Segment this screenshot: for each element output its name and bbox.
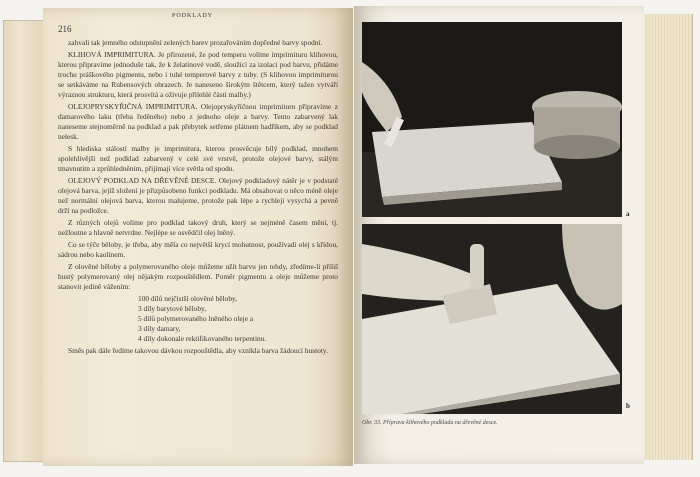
photo-a-illustration	[362, 22, 622, 217]
paragraph: S hlediska stálosti malby je imprimitura, kterou prosvěcuje bílý podklad, mnohem spolehlivější než podklad zabarvený v celé své vrstvě, protože olejové barvy, stálým tmavnutím a zprůhledněním, přijímají více světla od spodu.	[58, 144, 338, 173]
recipe-item: 3 díly damary,	[138, 324, 181, 333]
page-edges	[644, 14, 693, 460]
running-head: PODKLADY	[172, 13, 213, 19]
book-cover-edge	[3, 20, 45, 462]
paragraph: KLIHOVÁ IMPRIMITURA. Je přirozené, že pod temperu volíme imprimituru klihovou, kterou připravíme jednoduše tak, že k želatinové vodě, sloužící za izolaci pod barvu, přidáme trochu práškového pigmentu, nebo i tuhé temperové barvy z tuby. (S klihovou imprimiturou se setkáváme na Rubensových obrazech. Je naneseno širokým štětcem, který tažen vytváří výraznou strukturu, která prosvítá a oživuje přilehlé části malby.)	[58, 50, 338, 99]
page-number: 216	[58, 24, 72, 34]
paragraph: OLEJOVÝ PODKLAD NA DŘEVĚNÉ DESCE. Olejový podkladový nátěr je v podstatě olejová barva, jejíž složení je přizpůsobeno funkci podkladu. Má obsahovat o něco méně oleje než normální olejová barva, kterou malujeme, protože pak lépe a rychleji vysychá a pevně drží na podložce.	[58, 176, 338, 215]
recipe-item: 100 dílů nejčistší olověné běloby,	[138, 294, 238, 303]
recipe-item: 5 dílů polymerovaného lněného oleje a	[138, 314, 254, 323]
photo-a-label: a	[626, 210, 630, 218]
paragraph: Z různých olejů volíme pro podklad takový druh, který se nejméně časem mění, tj. nežloutne a hlavně netvrdne. Nejlépe se osvědčil olej lněný.	[58, 218, 338, 237]
recipe-item: 4 díly dokonale rektifikovaného terpentinu.	[138, 334, 267, 343]
recipe-list	[138, 294, 338, 344]
photo-brush-applying-size	[362, 22, 622, 217]
photo-b-label: b	[626, 402, 630, 410]
recipe-item: 3 díly barytové běloby,	[138, 304, 207, 313]
body-text	[58, 38, 338, 358]
figure-caption: Obr. 33. Příprava klihového podkladu na dřevěné desce.	[362, 420, 498, 426]
photo-b-illustration	[362, 224, 622, 414]
photo-spatula-spreading	[362, 224, 622, 414]
paragraph: Z olověné běloby a polymerovaného oleje můžeme užít barvu jen tehdy, zředíme-li příliš hustý polymerovaný olej nějakým rozpouštědlem. Poměr pigmentu a oleje můžeme proto stanovit jedině vážením:	[58, 262, 338, 291]
paragraph: Směs pak dále ředíme takovou dávkou rozpouštědla, aby vznikla barva žádoucí hustoty.	[68, 346, 328, 355]
paragraph: Co se týče běloby, je třeba, aby měla co největší krycí mohutnost, používadí olej s křídou, sádrou nebo kaolínem.	[58, 240, 338, 259]
paragraph: zahvali tak jemného odstupnění zelených barev prozařováním dopředné barvy spodní.	[68, 38, 323, 47]
paragraph: OLEJOPRYSKYŘIČNÁ IMPRIMITURA. Olejopryskyřičnou imprimituru připravíme z damarového laku (třeba ředěného) nebo z jednoho oleje a barvy. Tento zabarvený lak naneseme stejnoměrně na podklad a pak přebytek setřeme plátnem hadříkem, aby se podklad nelesk.	[58, 102, 338, 141]
